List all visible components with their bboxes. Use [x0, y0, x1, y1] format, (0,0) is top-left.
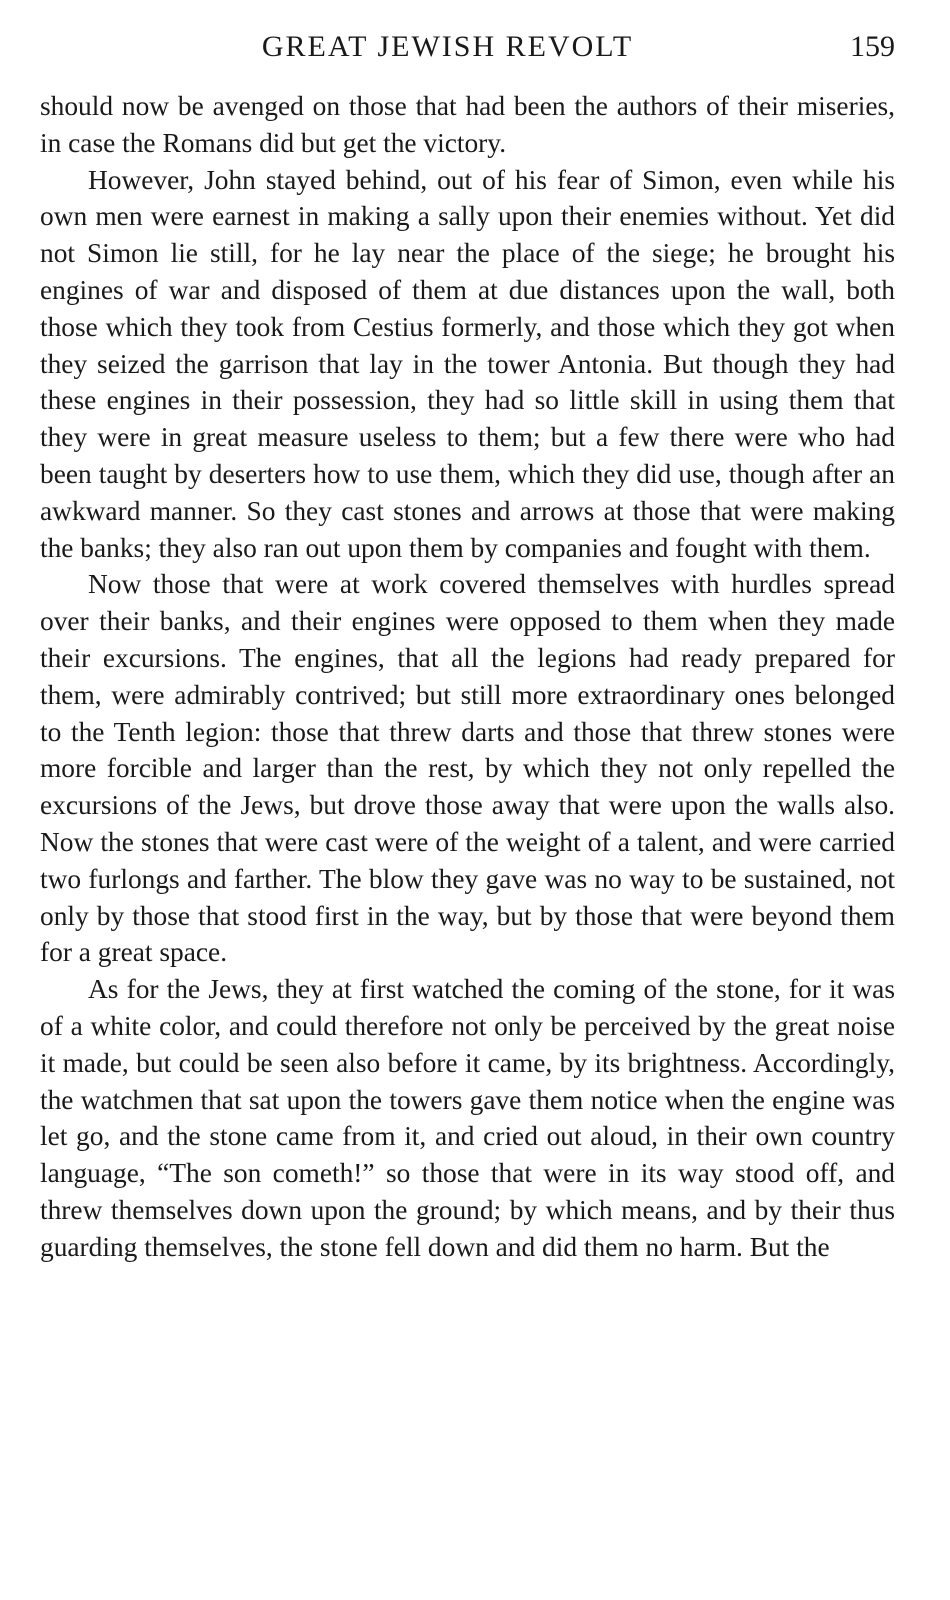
paragraph-continued: should now be avenged on those that had been the authors of their miseries, in case the Romans did but get the victory. — [40, 91, 895, 158]
paragraph: Now those that were at work covered themselves with hurdles spread over their banks, and their engines were opposed to them when they made their excursions. The engines, that all the legions had ready prepared for them, were admirably contrived; but still more extraordinary ones belonged to the Tenth legion: those that threw darts and those that threw stones were more forcible and larger than the rest, by which they not only repelled the excursions of the Jews, but drove those away that were upon the walls also. Now the stones that were cast were of the weight of a talent, and were carried two furlongs and farther. The blow they gave was no way to be sustained, not only by those that stood first in the way, but by those that were beyond them for a great space. — [40, 569, 895, 968]
running-title: GREAT JEWISH REVOLT — [261, 30, 634, 63]
body-text — [40, 88, 895, 1266]
book-page — [40, 22, 895, 1266]
running-header — [40, 22, 895, 82]
page-number: 159 — [850, 30, 895, 63]
paragraph: As for the Jews, they at first watched the coming of the stone, for it was of a white color, and could therefore not only be perceived by the great noise it made, but could be seen also before it came, by its brightness. Accordingly, the watchmen that sat upon the towers gave them notice when the engine was let go, and the stone came from it, and cried out aloud, in their own country language, “The son cometh!” so those that were in its way stood off, and threw themselves down upon the ground; by which means, and by their thus guarding themselves, the stone fell down and did them no harm. But the — [40, 974, 895, 1262]
paragraph: However, John stayed behind, out of his fear of Simon, even while his own men were earnest in making a sally upon their enemies without. Yet did not Simon lie still, for he lay near the place of the siege; he brought his engines of war and disposed of them at due distances upon the wall, both those which they took from Cestius formerly, and those which they got when they seized the garrison that lay in the tower Antonia. But though they had these engines in their possession, they had so little skill in using them that they were in great measure useless to them; but a few there were who had been taught by deserters how to use them, which they did use, though after an awkward manner. So they cast stones and arrows at those that were making the banks; they also ran out upon them by companies and fought with them. — [40, 164, 895, 563]
